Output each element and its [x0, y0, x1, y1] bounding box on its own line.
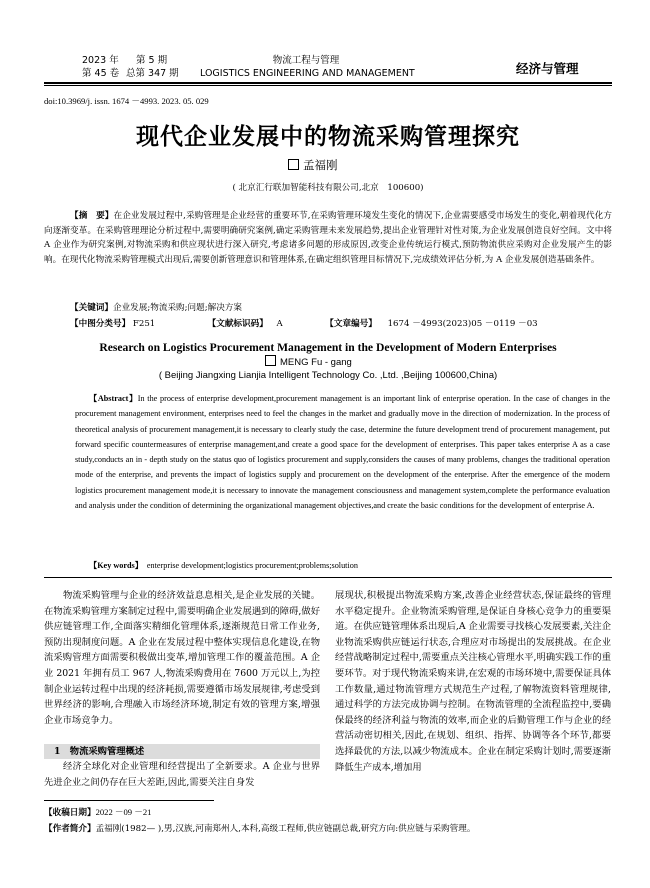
affiliation-en: ( Beijing Jiangxing Lianjia Intelligent Technology Co. ,Ltd. ,Beijing 100600,China): [158, 370, 498, 381]
received-value: 2022 －09 －21: [95, 807, 152, 817]
header-journal-cn: 物流工程与管理: [272, 55, 340, 66]
title-cn: 现代企业发展中的物流采购管理探究: [136, 123, 520, 150]
abstract-cn-text: 在企业发展过程中,采购管理是企业经营的重要环节,在采购管理环境发生变化的情况下,企业需要感受市场发生的变化,朝着现代化方向逐渐变革。在采购管理理论分析过程中,需要明确研究案例,确定采购管理未来发展趋势,提出企业管理针对性对策,为企业发展创造良好空间。文中将 A 企业作为研究案例,对物流采购和供应现状进行深入研究,考虑诸多问题的形成原因,改变企业传统运行模式,预防物流供应采购对企业发展产生的影响。在现代化物流采购管理模式出现后,需要创新管理意识和管理体系,在确定组织管理目标情况下,完成绩效评估分析,为 A 企业发展创造基础条件。: [44, 211, 612, 265]
header-section: 经济与管理: [516, 61, 579, 76]
footnote-rule: [44, 800, 214, 801]
article-no-value: 1674 －4993(2023)05 －0119 －03: [387, 319, 538, 329]
keywords-en: [89, 558, 609, 573]
title-en: Research on Logistics Procurement Management in the Development of Modern Enterprises: [99, 341, 557, 354]
clc-value: F251: [132, 319, 156, 329]
author-cn-line: [288, 157, 338, 173]
abstract-en-text: In the process of enterprise development,procurement management is an important link of enterprise operation. In the case of changes in the procurement management environment, enterprises need to feel the changes in the market and gradually move in the direction of modernization. In the process of theoretical analysis of procurement management,it is necessary to clearly study the case, determine the future development trend of procurement management, put forward specific countermeasures of enterprise management,and create a good space for the development of enterprises. This paper takes enterprise A as a case study,conducts an in - depth study on the status quo of logistics procurement and supply,considers the causes of many problems, changes the traditional operation mode of the enterprise, and prevents the impact of logistics supply and procurement on the development of the enterprise. After the emergence of the modern logistics procurement management mode,it is necessary to innovate the management consciousness and management system,complete the performance evaluation and analysis under the condition of determining the organizational management objectives,and create the basic conditions for the development of enterprise A.: [75, 394, 611, 511]
doc-code-value: A: [276, 319, 283, 329]
section-heading: 1 物流采购管理概述: [54, 746, 145, 757]
abstract-en: [75, 391, 610, 513]
received-label: 【收稿日期】: [44, 808, 96, 818]
doi: doi:10.3969/j. issn. 1674 －4993. 2023. 05. 029: [44, 96, 209, 106]
article-no-label: 【文章编号】: [325, 319, 377, 329]
header-year: 2023 年: [82, 55, 119, 66]
author-cn: 孟福刚: [303, 158, 338, 172]
doc-code-label: 【文献标识码】: [207, 319, 268, 329]
abstract-separator: [44, 577, 612, 578]
author-bio-label: 【作者简介】: [44, 824, 96, 834]
author-bio-value: 孟福刚(1982— ),男,汉族,河南郑州人,本科,高级工程师,供应链副总裁,研究方向:供应链与采购管理。: [95, 824, 476, 834]
keywords-cn-text: 企业发展;物流采购;问题;解决方案: [112, 303, 242, 313]
square-marker-icon: [288, 159, 299, 170]
body-left-para1: 物流采购管理与企业的经济效益息息相关,是企业发展的关键。在物流采购管理方案制定过程中,需要明确企业发展遇到的障碍,做好供应链管理工作,全面落实精细化管理体系,逐渐规范日常工作业务,预防出现制度问题。A 企业在发展过程中整体实现信息化建设,在物流采购管理方面需要积极做出变革,增加管理工作的覆盖范围。A 企业 2021 年拥有员工 967 人,物流采购费用在 7600 万元以上,为控制企业运转过程中出现的经济耗损,需要遵循市场发展规律,考虑受到世界经济的影响,合理融入市场经济环境,制定有效的管理方案,增强企业市场竞争力。: [44, 590, 320, 726]
header-issue: 第 5 期: [136, 55, 168, 66]
affiliation-cn: ( 北京汇行联加智能科技有限公司,北京 100600): [232, 183, 424, 193]
author-en: MENG Fu - gang: [280, 357, 352, 368]
classification-line: [70, 317, 610, 332]
clc-label: 【中图分类号】: [70, 319, 131, 329]
abstract-cn-label: 【摘 要】: [70, 211, 114, 221]
header-total-issue: 总第 347 期: [126, 68, 179, 79]
header-volume: 第 45 卷: [82, 68, 120, 79]
keywords-en-text: enterprise development;logistics procurement;problems;solution: [146, 561, 358, 570]
header-rule-thick: [44, 82, 612, 84]
body-right-para: 展现状,积极提出物流采购方案,改善企业经营状态,保证最终的管理水平稳定提升。企业物流采购管理,是保证自身核心竞争力的重要渠道。在供应链管理体系出现后,A 企业需要寻找核心发展要素,关注企业物流采购供应链运行状态,合理应对市场提出的发展挑战。在企业经营战略制定过程中,需要重点关注核心管理水平,明确实践工作的重要环节。对于现代物流采购来讲,在宏观的市场环境中,需要保证具体工作数量,通过物流管理方式规范生产过程,了解物流资料管理规律,通过科学的方法完成协调与控制。在物流管理的全流程监控中,要确保最终的经济利益与物流的效率,而企业的后勤管理工作与企业的经营活动密切相关,因此,在规划、组织、指挥、协调等各个环节,都要选择最优的方法,以减少物流成本。企业在制定采购计划时,需要逐渐降低生产成本,增加用: [335, 590, 611, 773]
author-en-line: [265, 355, 352, 368]
footnote-received: [44, 806, 151, 818]
keywords-cn: [70, 301, 610, 316]
abstract-cn: [44, 209, 612, 267]
body-left-para2: 经济全球化对企业管理和经营提出了全新要求。A 企业与世界先进企业之间仍存在巨大差距,因此,需要关注自身发: [44, 761, 320, 788]
footnote-author: [44, 822, 475, 834]
header-journal-en: LOGISTICS ENGINEERING AND MANAGEMENT: [200, 68, 415, 79]
header-rule-thin: [44, 85, 612, 86]
keywords-en-label: 【Key words】: [89, 561, 143, 570]
keywords-cn-label: 【关键词】: [70, 303, 113, 313]
square-marker-icon: [265, 355, 276, 366]
abstract-en-label: 【Abstract】: [89, 394, 138, 403]
